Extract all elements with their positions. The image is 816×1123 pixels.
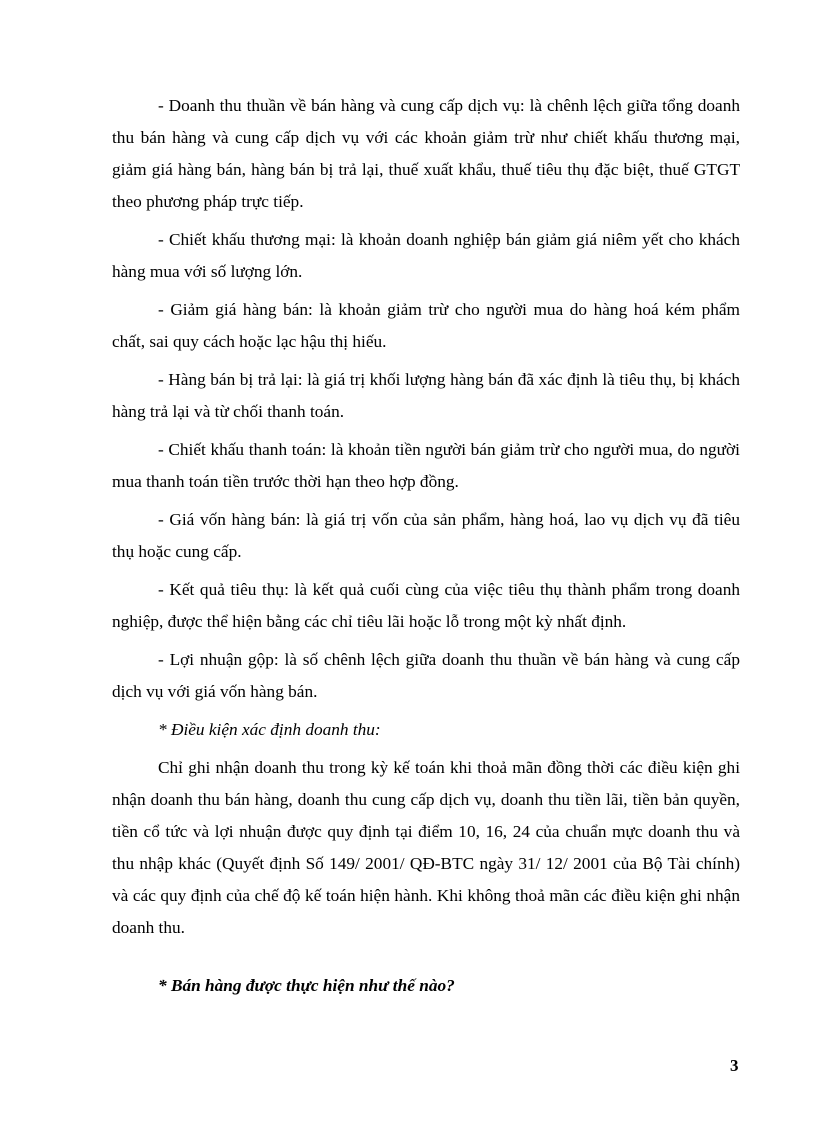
revenue-conditions-text: Chỉ ghi nhận doanh thu trong kỳ kế toán khi thoả mãn đồng thời các điều kiện ghi nhận doanh thu bán hàng, doanh thu cung cấp dịch vụ, doanh thu tiền lãi, tiền bản quyền, tiền cổ tức và lợi nhuận được quy định tại điểm 10, 16, 24 của chuẩn mực doanh thu và thu nhập khác (Quyết định Số 149/ 2001/ QĐ-BTC ngày 31/ 12/ 2001 của Bộ Tài chính) và các quy định của chế độ kế toán hiện hành. Khi không thoả mãn các điều kiện ghi nhận doanh thu. [112, 758, 740, 937]
definition-gross-profit: - Lợi nhuận gộp: là số chênh lệch giữa doanh thu thuần về bán hàng và cung cấp dịch vụ với giá vốn hàng bán. [112, 650, 740, 701]
definition-cost-of-goods-sold: - Giá vốn hàng bán: là giá trị vốn của sản phẩm, hàng hoá, lao vụ dịch vụ đã tiêu thụ hoặc cung cấp. [112, 510, 740, 561]
revenue-conditions-heading: * Điều kiện xác định doanh thu: [158, 720, 381, 739]
definition-sales-allowance: - Giảm giá hàng bán: là khoản giảm trừ cho người mua do hàng hoá kém phẩm chất, sai quy cách hoặc lạc hậu thị hiếu. [112, 300, 740, 351]
definition-sales-result: - Kết quả tiêu thụ: là kết quả cuối cùng của việc tiêu thụ thành phẩm trong doanh nghiệp, được thể hiện bằng các chỉ tiêu lãi hoặc lỗ trong một kỳ nhất định. [112, 580, 740, 631]
definition-payment-discount: - Chiết khấu thanh toán: là khoản tiền người bán giảm trừ cho người mua, do người mua thanh toán tiền trước thời hạn theo hợp đồng. [112, 440, 740, 491]
definition-sales-returns: - Hàng bán bị trả lại: là giá trị khối lượng hàng bán đã xác định là tiêu thụ, bị khách hàng trả lại và từ chối thanh toán. [112, 370, 740, 421]
definition-net-revenue: - Doanh thu thuần về bán hàng và cung cấp dịch vụ: là chênh lệch giữa tổng doanh thu bán hàng và cung cấp dịch vụ với các khoản giảm trừ như chiết khấu thương mại, giảm giá hàng bán, hàng bán bị trả lại, thuế xuất khẩu, thuế tiêu thụ đặc biệt, thuế GTGT theo phương pháp trực tiếp. [112, 96, 740, 211]
page-content [112, 90, 740, 1008]
definition-trade-discount: - Chiết khấu thương mại: là khoản doanh nghiệp bán giảm giá niêm yết cho khách hàng mua với số lượng lớn. [112, 230, 740, 281]
section-heading: * Bán hàng được thực hiện như thế nào? [158, 976, 455, 995]
page-number: 3 [730, 1056, 739, 1075]
